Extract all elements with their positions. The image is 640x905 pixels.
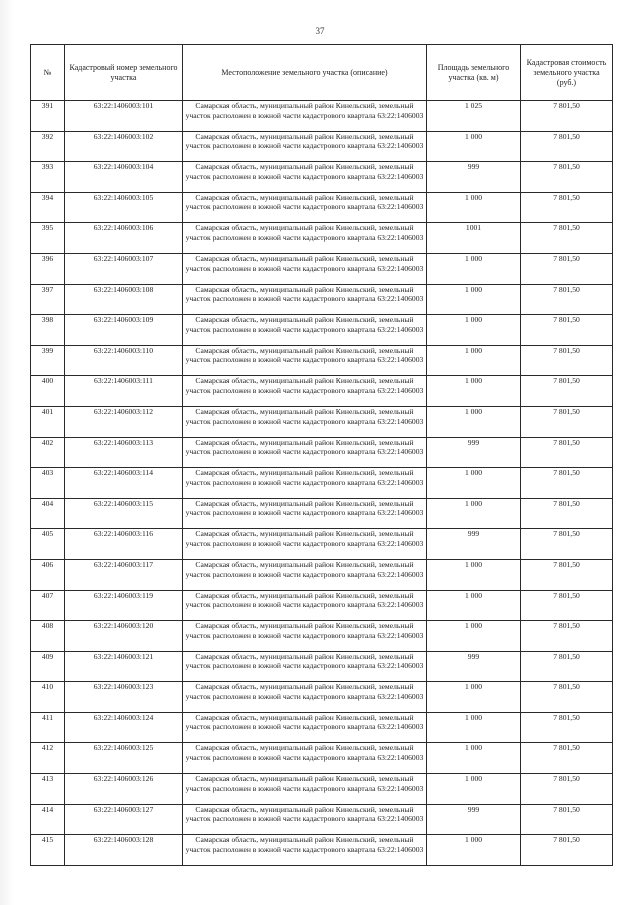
- cadastral-cost: 7 801,50: [521, 743, 613, 774]
- table-row: [31, 774, 613, 805]
- land-plots-table: [30, 44, 613, 866]
- row-number: 412: [31, 743, 65, 774]
- cadastral-cost: 7 801,50: [521, 345, 613, 376]
- row-number: 395: [31, 223, 65, 254]
- cadastral-number: 63:22:1406003:111: [65, 376, 183, 407]
- row-number: 391: [31, 101, 65, 132]
- cadastral-number: 63:22:1406003:104: [65, 162, 183, 193]
- cadastral-cost: 7 801,50: [521, 406, 613, 437]
- cadastral-cost: 7 801,50: [521, 529, 613, 560]
- cadastral-cost: 7 801,50: [521, 223, 613, 254]
- plot-area: 1 000: [427, 376, 521, 407]
- cadastral-number: 63:22:1406003:115: [65, 498, 183, 529]
- cadastral-cost: 7 801,50: [521, 253, 613, 284]
- row-number: 411: [31, 712, 65, 743]
- cadastral-number: 63:22:1406003:116: [65, 529, 183, 560]
- location-description: Самарская область, муниципальный район Кинельский, земельный участок расположен в южной части кадастрового квартала 63:22:1406003: [183, 437, 427, 468]
- cadastral-number: 63:22:1406003:117: [65, 559, 183, 590]
- cadastral-number: 63:22:1406003:120: [65, 621, 183, 652]
- location-description: Самарская область, муниципальный район Кинельский, земельный участок расположен в южной части кадастрового квартала 63:22:1406003: [183, 682, 427, 713]
- location-description: Самарская область, муниципальный район Кинельский, земельный участок расположен в южной части кадастрового квартала 63:22:1406003: [183, 712, 427, 743]
- cadastral-number: 63:22:1406003:110: [65, 345, 183, 376]
- cadastral-number: 63:22:1406003:128: [65, 835, 183, 866]
- location-description: Самарская область, муниципальный район Кинельский, земельный участок расположен в южной части кадастрового квартала 63:22:1406003: [183, 774, 427, 805]
- location-description: Самарская область, муниципальный район Кинельский, земельный участок расположен в южной части кадастрового квартала 63:22:1406003: [183, 529, 427, 560]
- location-description: Самарская область, муниципальный район Кинельский, земельный участок расположен в южной части кадастрового квартала 63:22:1406003: [183, 223, 427, 254]
- cadastral-cost: 7 801,50: [521, 284, 613, 315]
- row-number: 400: [31, 376, 65, 407]
- table-row: [31, 529, 613, 560]
- plot-area: 1 000: [427, 498, 521, 529]
- table-row: [31, 682, 613, 713]
- plot-area: 1 000: [427, 131, 521, 162]
- location-description: Самарская область, муниципальный район Кинельский, земельный участок расположен в южной части кадастрового квартала 63:22:1406003: [183, 315, 427, 346]
- header-cost: Кадастровая стоимость земельного участка (руб.): [521, 45, 613, 101]
- plot-area: 999: [427, 529, 521, 560]
- table-header-row: [31, 45, 613, 101]
- row-number: 413: [31, 774, 65, 805]
- table-row: [31, 590, 613, 621]
- row-number: 403: [31, 468, 65, 499]
- location-description: Самарская область, муниципальный район Кинельский, земельный участок расположен в южной части кадастрового квартала 63:22:1406003: [183, 590, 427, 621]
- cadastral-number: 63:22:1406003:109: [65, 315, 183, 346]
- cadastral-number: 63:22:1406003:127: [65, 804, 183, 835]
- row-number: 392: [31, 131, 65, 162]
- row-number: 404: [31, 498, 65, 529]
- row-number: 402: [31, 437, 65, 468]
- plot-area: 1 000: [427, 774, 521, 805]
- table-row: [31, 131, 613, 162]
- cadastral-number: 63:22:1406003:108: [65, 284, 183, 315]
- plot-area: 1 000: [427, 253, 521, 284]
- cadastral-cost: 7 801,50: [521, 621, 613, 652]
- table-row: [31, 743, 613, 774]
- plot-area: 999: [427, 162, 521, 193]
- cadastral-number: 63:22:1406003:113: [65, 437, 183, 468]
- table-row: [31, 315, 613, 346]
- table-row: [31, 223, 613, 254]
- cadastral-cost: 7 801,50: [521, 376, 613, 407]
- cadastral-number: 63:22:1406003:123: [65, 682, 183, 713]
- cadastral-cost: 7 801,50: [521, 835, 613, 866]
- table-row: [31, 101, 613, 132]
- cadastral-cost: 7 801,50: [521, 468, 613, 499]
- table-row: [31, 162, 613, 193]
- location-description: Самарская область, муниципальный район Кинельский, земельный участок расположен в южной части кадастрового квартала 63:22:1406003: [183, 406, 427, 437]
- plot-area: 1 000: [427, 621, 521, 652]
- table-row: [31, 712, 613, 743]
- location-description: Самарская область, муниципальный район Кинельский, земельный участок расположен в южной части кадастрового квартала 63:22:1406003: [183, 498, 427, 529]
- table-row: [31, 284, 613, 315]
- cadastral-number: 63:22:1406003:124: [65, 712, 183, 743]
- table-row: [31, 468, 613, 499]
- cadastral-cost: 7 801,50: [521, 590, 613, 621]
- location-description: Самарская область, муниципальный район Кинельский, земельный участок расположен в южной части кадастрового квартала 63:22:1406003: [183, 192, 427, 223]
- header-location: Местоположение земельного участка (описание): [183, 45, 427, 101]
- cadastral-number: 63:22:1406003:119: [65, 590, 183, 621]
- location-description: Самарская область, муниципальный район Кинельский, земельный участок расположен в южной части кадастрового квартала 63:22:1406003: [183, 621, 427, 652]
- row-number: 410: [31, 682, 65, 713]
- cadastral-cost: 7 801,50: [521, 192, 613, 223]
- row-number: 414: [31, 804, 65, 835]
- location-description: Самарская область, муниципальный район Кинельский, земельный участок расположен в южной части кадастрового квартала 63:22:1406003: [183, 253, 427, 284]
- cadastral-number: 63:22:1406003:125: [65, 743, 183, 774]
- plot-area: 1 025: [427, 101, 521, 132]
- plot-area: 1 000: [427, 712, 521, 743]
- plot-area: 1 000: [427, 682, 521, 713]
- table-row: [31, 376, 613, 407]
- cadastral-cost: 7 801,50: [521, 651, 613, 682]
- plot-area: 999: [427, 651, 521, 682]
- row-number: 405: [31, 529, 65, 560]
- cadastral-cost: 7 801,50: [521, 682, 613, 713]
- header-area: Площадь земельного участка (кв. м): [427, 45, 521, 101]
- row-number: 409: [31, 651, 65, 682]
- cadastral-cost: 7 801,50: [521, 498, 613, 529]
- location-description: Самарская область, муниципальный район Кинельский, земельный участок расположен в южной части кадастрового квартала 63:22:1406003: [183, 804, 427, 835]
- location-description: Самарская область, муниципальный район Кинельский, земельный участок расположен в южной части кадастрового квартала 63:22:1406003: [183, 651, 427, 682]
- location-description: Самарская область, муниципальный район Кинельский, земельный участок расположен в южной части кадастрового квартала 63:22:1406003: [183, 101, 427, 132]
- scan-edge-shadow: [0, 0, 14, 905]
- plot-area: 1 000: [427, 835, 521, 866]
- plot-area: 1 000: [427, 315, 521, 346]
- table-row: [31, 804, 613, 835]
- row-number: 398: [31, 315, 65, 346]
- table-row: [31, 835, 613, 866]
- cadastral-number: 63:22:1406003:107: [65, 253, 183, 284]
- table-row: [31, 406, 613, 437]
- table-row: [31, 651, 613, 682]
- cadastral-number: 63:22:1406003:101: [65, 101, 183, 132]
- row-number: 396: [31, 253, 65, 284]
- row-number: 394: [31, 192, 65, 223]
- cadastral-cost: 7 801,50: [521, 712, 613, 743]
- location-description: Самарская область, муниципальный район Кинельский, земельный участок расположен в южной части кадастрового квартала 63:22:1406003: [183, 468, 427, 499]
- plot-area: 1 000: [427, 345, 521, 376]
- plot-area: 1 000: [427, 284, 521, 315]
- location-description: Самарская область, муниципальный район Кинельский, земельный участок расположен в южной части кадастрового квартала 63:22:1406003: [183, 376, 427, 407]
- table-row: [31, 345, 613, 376]
- table-row: [31, 498, 613, 529]
- cadastral-cost: 7 801,50: [521, 804, 613, 835]
- cadastral-cost: 7 801,50: [521, 437, 613, 468]
- cadastral-number: 63:22:1406003:105: [65, 192, 183, 223]
- location-description: Самарская область, муниципальный район Кинельский, земельный участок расположен в южной части кадастрового квартала 63:22:1406003: [183, 743, 427, 774]
- cadastral-number: 63:22:1406003:121: [65, 651, 183, 682]
- table-body: [31, 101, 613, 866]
- page-number: 37: [315, 26, 325, 36]
- row-number: 408: [31, 621, 65, 652]
- row-number: 407: [31, 590, 65, 621]
- cadastral-number: 63:22:1406003:114: [65, 468, 183, 499]
- location-description: Самарская область, муниципальный район Кинельский, земельный участок расположен в южной части кадастрового квартала 63:22:1406003: [183, 131, 427, 162]
- cadastral-cost: 7 801,50: [521, 101, 613, 132]
- plot-area: 1001: [427, 223, 521, 254]
- row-number: 399: [31, 345, 65, 376]
- cadastral-cost: 7 801,50: [521, 315, 613, 346]
- row-number: 406: [31, 559, 65, 590]
- plot-area: 1 000: [427, 590, 521, 621]
- row-number: 393: [31, 162, 65, 193]
- plot-area: 999: [427, 437, 521, 468]
- table-row: [31, 621, 613, 652]
- row-number: 401: [31, 406, 65, 437]
- table-row: [31, 559, 613, 590]
- row-number: 397: [31, 284, 65, 315]
- location-description: Самарская область, муниципальный район Кинельский, земельный участок расположен в южной части кадастрового квартала 63:22:1406003: [183, 345, 427, 376]
- cadastral-cost: 7 801,50: [521, 774, 613, 805]
- plot-area: 1 000: [427, 406, 521, 437]
- table-row: [31, 437, 613, 468]
- location-description: Самарская область, муниципальный район Кинельский, земельный участок расположен в южной части кадастрового квартала 63:22:1406003: [183, 284, 427, 315]
- cadastral-number: 63:22:1406003:126: [65, 774, 183, 805]
- row-number: 415: [31, 835, 65, 866]
- plot-area: 1 000: [427, 192, 521, 223]
- cadastral-cost: 7 801,50: [521, 131, 613, 162]
- plot-area: 999: [427, 804, 521, 835]
- table-row: [31, 253, 613, 284]
- location-description: Самарская область, муниципальный район Кинельский, земельный участок расположен в южной части кадастрового квартала 63:22:1406003: [183, 162, 427, 193]
- cadastral-number: 63:22:1406003:106: [65, 223, 183, 254]
- plot-area: 1 000: [427, 743, 521, 774]
- header-cadastral: Кадастровый номер земельного участка: [65, 45, 183, 101]
- cadastral-cost: 7 801,50: [521, 559, 613, 590]
- header-num: №: [31, 45, 65, 101]
- location-description: Самарская область, муниципальный район Кинельский, земельный участок расположен в южной части кадастрового квартала 63:22:1406003: [183, 559, 427, 590]
- plot-area: 1 000: [427, 559, 521, 590]
- cadastral-number: 63:22:1406003:102: [65, 131, 183, 162]
- location-description: Самарская область, муниципальный район Кинельский, земельный участок расположен в южной части кадастрового квартала 63:22:1406003: [183, 835, 427, 866]
- cadastral-number: 63:22:1406003:112: [65, 406, 183, 437]
- plot-area: 1 000: [427, 468, 521, 499]
- cadastral-cost: 7 801,50: [521, 162, 613, 193]
- table-row: [31, 192, 613, 223]
